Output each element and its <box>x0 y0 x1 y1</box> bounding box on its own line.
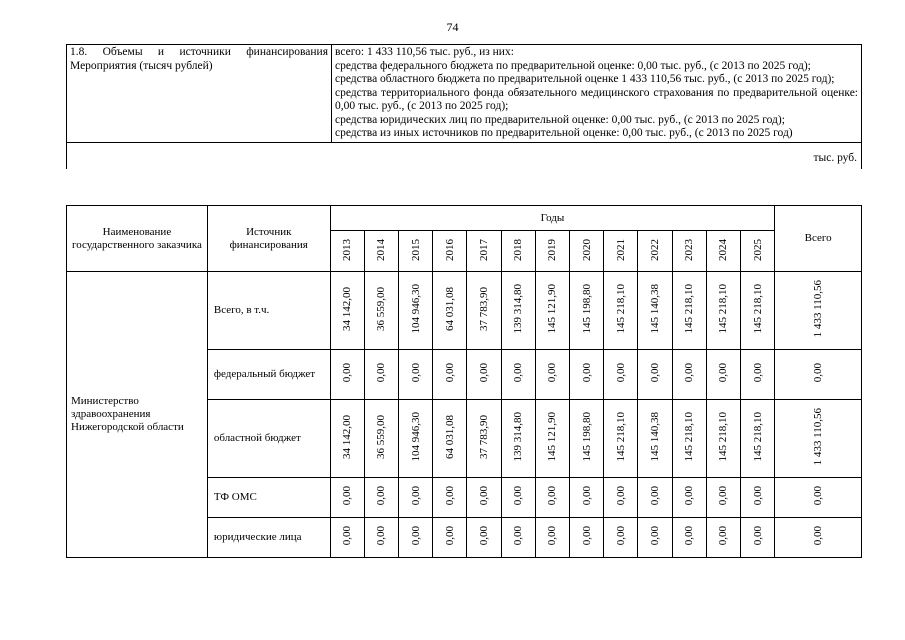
value-cell <box>467 400 501 478</box>
unit-label: тыс. руб. <box>67 142 862 169</box>
value-text: 0,00 <box>614 486 627 506</box>
value-cell <box>364 518 398 558</box>
summary-line: средства территориального фонда обязательного медицинского страхования по предварительной оценке: 0,00 тыс. руб., (с 2013 по 2025 год); <box>335 86 858 112</box>
value-cell <box>672 350 706 400</box>
value-text: 139 314,80 <box>512 284 525 334</box>
value-text: 64 031,08 <box>443 287 456 331</box>
summary-line: средства федерального бюджета по предварительной оценке: 0,00 тыс. руб., (с 2013 по 2025 год); <box>335 59 811 72</box>
value-cell <box>399 272 433 350</box>
total-cell <box>775 518 862 558</box>
value-cell <box>672 272 706 350</box>
total-text: 1 433 110,56 <box>812 408 825 466</box>
total-cell <box>775 400 862 478</box>
value-cell <box>467 272 501 350</box>
value-cell <box>604 478 638 518</box>
value-text: 0,00 <box>375 486 388 506</box>
total-cell <box>775 272 862 350</box>
value-text: 0,00 <box>478 486 491 506</box>
value-text: 0,00 <box>409 526 422 546</box>
header-years: Годы <box>330 206 775 231</box>
value-text: 145 121,90 <box>546 284 559 334</box>
value-cell <box>535 518 569 558</box>
value-cell <box>535 272 569 350</box>
value-text: 0,00 <box>717 363 730 383</box>
year-header-2023 <box>672 231 706 272</box>
year-header-2020 <box>570 231 604 272</box>
value-text: 104 946,30 <box>409 284 422 334</box>
value-cell <box>604 400 638 478</box>
total-text: 0,00 <box>812 526 825 546</box>
year-label: 2022 <box>649 238 662 261</box>
value-cell <box>672 518 706 558</box>
value-cell <box>741 400 775 478</box>
value-text: 0,00 <box>683 526 696 546</box>
source-name: федеральный бюджет <box>207 350 330 400</box>
value-text: 0,00 <box>478 363 491 383</box>
value-cell <box>535 478 569 518</box>
value-text: 0,00 <box>409 486 422 506</box>
value-text: 0,00 <box>751 526 764 546</box>
value-text: 34 142,00 <box>341 415 354 459</box>
year-header-2025 <box>741 231 775 272</box>
value-text: 0,00 <box>375 363 388 383</box>
value-cell <box>501 400 535 478</box>
year-header-2019 <box>535 231 569 272</box>
year-header-2014 <box>364 231 398 272</box>
year-label: 2014 <box>375 238 388 261</box>
total-text: 0,00 <box>812 363 825 383</box>
summary-line: средства областного бюджета по предварительной оценке 1 433 110,56 тыс. руб., (с 2013 по 2025 год); <box>335 73 835 85</box>
value-text: 0,00 <box>580 486 593 506</box>
value-cell <box>433 350 467 400</box>
value-text: 0,00 <box>614 363 627 383</box>
value-cell <box>330 518 364 558</box>
year-label: 2021 <box>614 238 627 261</box>
value-cell <box>433 400 467 478</box>
value-cell <box>364 400 398 478</box>
value-text: 0,00 <box>512 526 525 546</box>
value-cell <box>570 400 604 478</box>
value-cell <box>433 272 467 350</box>
year-header-2016 <box>433 231 467 272</box>
year-header-2022 <box>638 231 672 272</box>
value-cell <box>706 350 740 400</box>
year-header-2018 <box>501 231 535 272</box>
year-label: 2024 <box>717 238 730 261</box>
value-text: 0,00 <box>409 363 422 383</box>
value-cell <box>570 350 604 400</box>
value-text: 0,00 <box>580 526 593 546</box>
page-number: 74 <box>446 20 459 34</box>
value-cell <box>399 350 433 400</box>
value-cell <box>330 272 364 350</box>
value-text: 0,00 <box>717 526 730 546</box>
value-text: 0,00 <box>443 363 456 383</box>
summary-line: средства из иных источников по предварительной оценке: 0,00 тыс. руб., (с 2013 по 2025 год) <box>335 127 793 139</box>
section-label: 1.8. Объемы и источники финансирования Мероприятия (тысяч рублей) <box>67 45 332 143</box>
total-cell <box>775 478 862 518</box>
value-text: 0,00 <box>443 526 456 546</box>
value-cell <box>467 518 501 558</box>
value-text: 145 121,90 <box>546 412 559 462</box>
year-header-2015 <box>399 231 433 272</box>
value-text: 145 198,80 <box>580 412 593 462</box>
value-cell <box>706 518 740 558</box>
value-text: 64 031,08 <box>443 415 456 459</box>
total-cell <box>775 350 862 400</box>
value-cell <box>330 400 364 478</box>
value-cell <box>706 272 740 350</box>
value-cell <box>433 518 467 558</box>
value-cell <box>706 478 740 518</box>
value-text: 36 559,00 <box>375 287 388 331</box>
value-text: 0,00 <box>341 486 354 506</box>
header-customer: Наименование государственного заказчика <box>67 206 208 272</box>
value-cell <box>741 350 775 400</box>
value-text: 145 140,38 <box>649 412 662 462</box>
value-text: 0,00 <box>478 526 491 546</box>
value-cell <box>604 350 638 400</box>
year-label: 2020 <box>580 238 593 261</box>
value-text: 0,00 <box>341 363 354 383</box>
customer-name: Министерство здравоохранения Нижегородской области <box>67 272 208 558</box>
value-text: 0,00 <box>649 526 662 546</box>
source-name: ТФ ОМС <box>207 478 330 518</box>
year-header-2024 <box>706 231 740 272</box>
financing-summary-table <box>66 44 862 169</box>
value-cell <box>433 478 467 518</box>
value-text: 145 140,38 <box>649 284 662 334</box>
value-cell <box>501 478 535 518</box>
value-cell <box>741 272 775 350</box>
value-text: 0,00 <box>751 363 764 383</box>
value-text: 145 218,10 <box>717 412 730 462</box>
value-cell <box>330 350 364 400</box>
source-name: юридические лица <box>207 518 330 558</box>
year-label: 2025 <box>751 238 764 261</box>
header-source: Источник финансирования <box>207 206 330 272</box>
year-label: 2016 <box>443 238 456 261</box>
year-header-2013 <box>330 231 364 272</box>
value-cell <box>604 518 638 558</box>
value-text: 0,00 <box>512 486 525 506</box>
value-text: 0,00 <box>443 486 456 506</box>
value-cell <box>501 518 535 558</box>
value-text: 0,00 <box>649 363 662 383</box>
financing-table <box>66 205 862 558</box>
value-cell <box>706 400 740 478</box>
value-cell <box>399 400 433 478</box>
year-label: 2018 <box>512 238 525 261</box>
year-header-2021 <box>604 231 638 272</box>
value-text: 37 783,90 <box>478 287 491 331</box>
value-cell <box>501 272 535 350</box>
value-text: 0,00 <box>512 363 525 383</box>
value-text: 104 946,30 <box>409 412 422 462</box>
value-cell <box>330 478 364 518</box>
value-cell <box>535 400 569 478</box>
value-cell <box>467 350 501 400</box>
year-header-2017 <box>467 231 501 272</box>
year-label: 2017 <box>478 238 491 261</box>
value-text: 145 218,10 <box>683 412 696 462</box>
value-text: 0,00 <box>546 486 559 506</box>
year-label: 2015 <box>409 238 422 261</box>
value-text: 0,00 <box>375 526 388 546</box>
value-cell <box>364 478 398 518</box>
value-text: 0,00 <box>683 486 696 506</box>
value-text: 0,00 <box>614 526 627 546</box>
value-cell <box>604 272 638 350</box>
total-text: 0,00 <box>812 486 825 506</box>
value-text: 0,00 <box>751 486 764 506</box>
year-label: 2019 <box>546 238 559 261</box>
summary-line: всего: 1 433 110,56 тыс. руб., из них: <box>335 46 514 58</box>
value-cell <box>638 518 672 558</box>
value-cell <box>535 350 569 400</box>
value-text: 145 218,10 <box>751 412 764 462</box>
header-total: Всего <box>775 206 862 272</box>
value-cell <box>364 272 398 350</box>
value-cell <box>741 478 775 518</box>
value-text: 0,00 <box>649 486 662 506</box>
source-name: Всего, в т.ч. <box>207 272 330 350</box>
value-text: 0,00 <box>683 363 696 383</box>
value-text: 145 218,10 <box>751 284 764 334</box>
value-text: 36 559,00 <box>375 415 388 459</box>
year-label: 2023 <box>683 238 696 261</box>
value-cell <box>501 350 535 400</box>
value-cell <box>399 518 433 558</box>
value-text: 0,00 <box>546 363 559 383</box>
value-cell <box>672 478 706 518</box>
value-cell <box>638 478 672 518</box>
value-cell <box>638 272 672 350</box>
value-text: 145 218,10 <box>683 284 696 334</box>
value-cell <box>399 478 433 518</box>
section-description <box>332 45 862 143</box>
value-cell <box>570 478 604 518</box>
value-text: 37 783,90 <box>478 415 491 459</box>
value-text: 34 142,00 <box>341 287 354 331</box>
value-text: 0,00 <box>341 526 354 546</box>
value-text: 0,00 <box>546 526 559 546</box>
value-cell <box>672 400 706 478</box>
value-cell <box>570 518 604 558</box>
value-text: 139 314,80 <box>512 412 525 462</box>
value-cell <box>570 272 604 350</box>
value-text: 145 198,80 <box>580 284 593 334</box>
value-text: 0,00 <box>580 363 593 383</box>
year-label: 2013 <box>341 238 354 261</box>
total-text: 1 433 110,56 <box>812 280 825 338</box>
summary-line: средства юридических лиц по предварительной оценке: 0,00 тыс. руб., (с 2013 по 2025 год); <box>335 113 785 126</box>
source-name: областной бюджет <box>207 400 330 478</box>
value-cell <box>741 518 775 558</box>
value-text: 145 218,10 <box>614 284 627 334</box>
value-text: 0,00 <box>717 486 730 506</box>
value-cell <box>638 400 672 478</box>
value-cell <box>638 350 672 400</box>
value-text: 145 218,10 <box>717 284 730 334</box>
value-text: 145 218,10 <box>614 412 627 462</box>
table-row <box>67 272 862 350</box>
value-cell <box>467 478 501 518</box>
value-cell <box>364 350 398 400</box>
